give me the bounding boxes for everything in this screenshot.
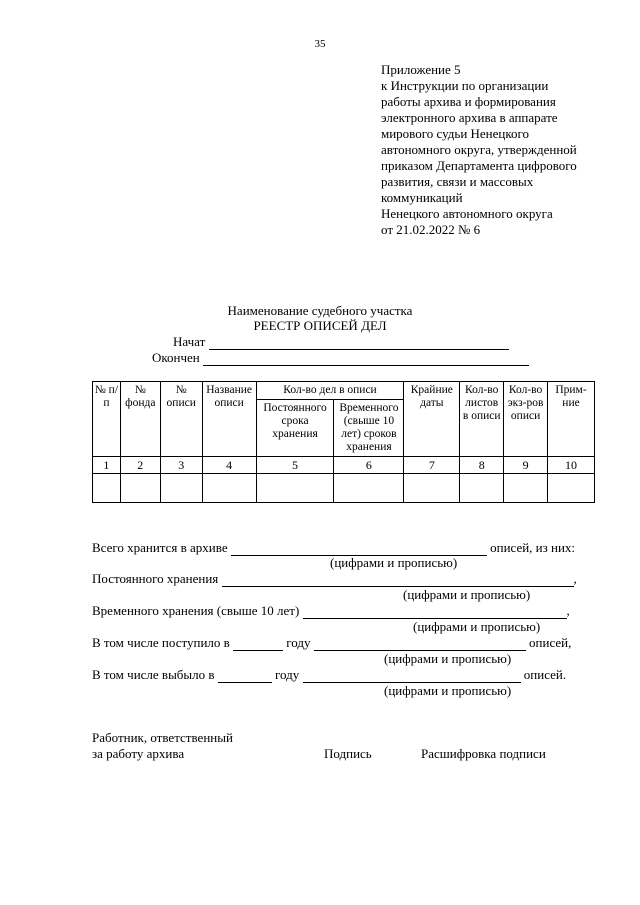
- started-label: Начат: [173, 334, 206, 349]
- worker-label-line1: Работник, ответственный: [92, 730, 233, 745]
- removed-prefix: В том числе выбыло в: [92, 667, 215, 682]
- appendix-header: [381, 62, 577, 238]
- finished-field: [152, 350, 529, 366]
- col-number: 9: [504, 457, 548, 474]
- appendix-line: от 21.02.2022 № 6: [381, 222, 481, 237]
- received-middle: году: [286, 635, 311, 650]
- header-copies: Кол-во экз-ров описи: [504, 382, 548, 457]
- removed-suffix: описей.: [523, 667, 567, 682]
- appendix-line: развития, связи и массовых: [381, 174, 534, 189]
- temporary-hint: (цифрами и прописью): [413, 619, 541, 634]
- temporary-value-line[interactable]: [303, 604, 567, 619]
- col-number: 3: [160, 457, 202, 474]
- removed-hint: (цифрами и прописью): [384, 683, 512, 698]
- col-number: 4: [202, 457, 256, 474]
- received-year-line[interactable]: [233, 636, 283, 651]
- header-num: № п/п: [93, 382, 121, 457]
- permanent-value-line[interactable]: [222, 572, 574, 587]
- header-sheets: Кол-во листов в описи: [460, 382, 504, 457]
- page-number: 35: [314, 38, 326, 50]
- received-line: [92, 635, 571, 651]
- header-opis: № описи: [160, 382, 202, 457]
- registry-table: [92, 381, 595, 503]
- started-field: [173, 334, 509, 350]
- col-number: 10: [548, 457, 595, 474]
- started-line[interactable]: [209, 335, 509, 350]
- total-value-line[interactable]: [231, 541, 487, 556]
- permanent-hint: (цифрами и прописью): [403, 587, 531, 602]
- total-hint: (цифрами и прописью): [330, 555, 458, 570]
- table-cell[interactable]: [548, 474, 595, 503]
- col-number: 7: [404, 457, 460, 474]
- header-fond: № фонда: [120, 382, 160, 457]
- appendix-line: к Инструкции по организации: [381, 78, 549, 93]
- col-number: 2: [120, 457, 160, 474]
- col-number: 6: [334, 457, 404, 474]
- appendix-line: коммуникаций: [381, 190, 463, 205]
- table-cell[interactable]: [404, 474, 460, 503]
- total-line: [92, 540, 575, 556]
- permanent-label: Постоянного хранения: [92, 571, 219, 586]
- received-value-line[interactable]: [314, 636, 526, 651]
- total-prefix: Всего хранится в архиве: [92, 540, 228, 555]
- received-hint: (цифрами и прописью): [384, 651, 512, 666]
- worker-label-line2: за работу архива: [92, 746, 185, 761]
- table-cell[interactable]: [202, 474, 256, 503]
- permanent-line: [92, 571, 577, 587]
- total-suffix: описей, из них:: [490, 540, 576, 555]
- header-note: Прим-ние: [548, 382, 595, 457]
- header-dates: Крайние даты: [404, 382, 460, 457]
- col-number: 8: [460, 457, 504, 474]
- received-prefix: В том числе поступило в: [92, 635, 230, 650]
- col-number: 1: [93, 457, 121, 474]
- header-temporary: Временного (свыше 10 лет) сроков хранения: [334, 400, 404, 457]
- comma: ,: [566, 603, 570, 618]
- table-cell[interactable]: [460, 474, 504, 503]
- signature-label: Подпись: [324, 746, 372, 761]
- column-number-row: [93, 457, 595, 474]
- appendix-line: автономного округа, утвержденной: [381, 142, 577, 157]
- finished-label: Окончен: [152, 350, 200, 365]
- removed-year-line[interactable]: [218, 668, 272, 683]
- table-row: [93, 474, 595, 503]
- table-cell[interactable]: [120, 474, 160, 503]
- removed-middle: году: [275, 667, 300, 682]
- header-count-group: Кол-во дел в описи: [256, 382, 404, 400]
- appendix-line: работы архива и формирования: [381, 94, 556, 109]
- appendix-line: Приложение 5: [381, 62, 461, 77]
- removed-value-line[interactable]: [303, 668, 521, 683]
- signature-decode-label: Расшифровка подписи: [421, 746, 546, 761]
- registry-title: РЕЕСТР ОПИСЕЙ ДЕЛ: [253, 318, 387, 333]
- table-cell[interactable]: [504, 474, 548, 503]
- temporary-line: [92, 603, 570, 619]
- table-cell[interactable]: [93, 474, 121, 503]
- appendix-line: Ненецкого автономного округа: [381, 206, 553, 221]
- header-row: [93, 382, 595, 400]
- table-cell[interactable]: [334, 474, 404, 503]
- removed-line: [92, 667, 566, 683]
- col-number: 5: [256, 457, 334, 474]
- appendix-line: мирового судьи Ненецкого: [381, 126, 530, 141]
- finished-line[interactable]: [203, 351, 529, 366]
- appendix-line: электронного архива в аппарате: [381, 110, 558, 125]
- court-name-label: Наименование судебного участка: [227, 303, 413, 318]
- temporary-label: Временного хранения (свыше 10 лет): [92, 603, 300, 618]
- appendix-line: приказом Департамента цифрового: [381, 158, 577, 173]
- table-cell[interactable]: [256, 474, 334, 503]
- received-suffix: описей,: [529, 635, 572, 650]
- header-name: Название описи: [202, 382, 256, 457]
- comma: ,: [573, 571, 577, 586]
- table-cell[interactable]: [160, 474, 202, 503]
- header-permanent: Постоянного срока хранения: [256, 400, 334, 457]
